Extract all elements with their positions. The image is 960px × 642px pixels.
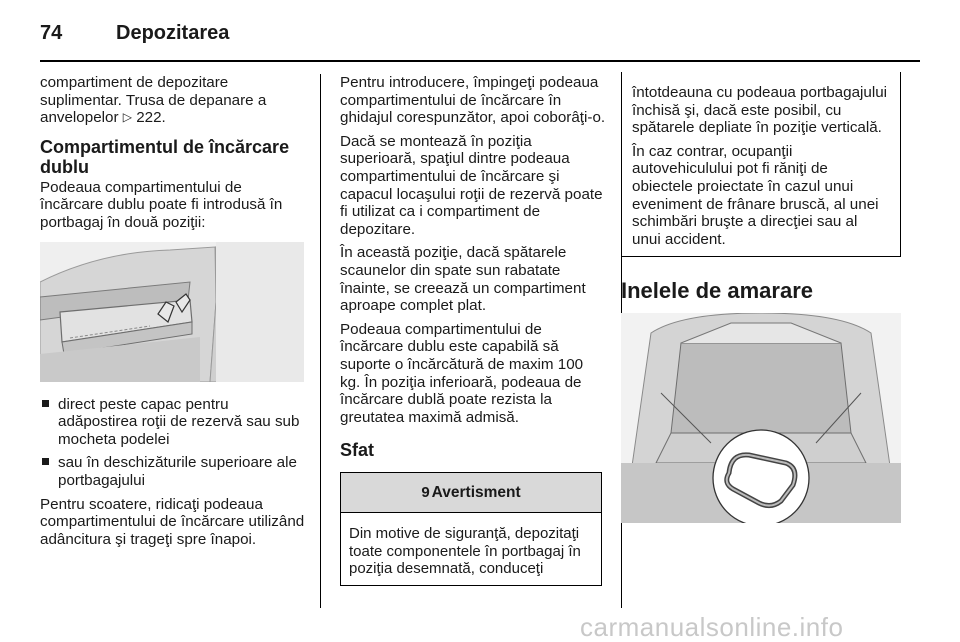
tip-heading: Sfat (340, 440, 375, 461)
cargo-floor-illustration (40, 242, 304, 382)
cargo-floor-drawing (40, 242, 304, 382)
section-heading: Inelele de amarare (621, 278, 814, 304)
bullet-icon (42, 458, 49, 465)
paragraph: Podeaua compartimentului de încărcare dublu este capabilă să suporte o încărcătură de maxim 100 kg. În poziţia inferioară, podeaua de încărcare dublă poate rezista la greutatea maximă admisă. (340, 320, 584, 426)
bullet-list (40, 396, 306, 490)
paragraph: Podeaua compartimentului de încărcare dublu poate fi introdusă în portbagaj în două poziţii: (40, 178, 283, 231)
paragraph: Pentru scoatere, ridicaţi podeaua compartimentului de încărcare utilizând adâncitura şi trageţi spre înapoi. (40, 495, 305, 548)
intro-paragraph: compartiment de depozitare suplimentar. Trusa de depanare a anvelopelor ▷ 222. (40, 74, 267, 127)
lashing-eye-illustration (621, 313, 901, 523)
paragraph: Dacă se montează în poziţia superioară, spaţiul dintre podeaua compartimentului de încărcare şi capacul locaşului roţii de rezervă poate fi utilizat ca i compartiment de depozitare. (340, 132, 603, 238)
paragraph: Pentru introducere, împingeţi podeaua compartimentului de încărcare în ghidajul corespunzător, apoi coborâţi-o. (340, 74, 606, 127)
list-item: sau în deschizăturile superioare ale portbagajului (40, 454, 306, 489)
column-3 (621, 74, 903, 523)
bullet-icon (42, 400, 49, 407)
paragraph: În această poziţie, dacă spătarele scaunelor din spate sun rabatate înainte, se creează un compartiment aproape complet plat. (340, 244, 586, 315)
section-heading: Compartimentul de încărcare dublu (40, 136, 290, 177)
warning-icon: 9 (421, 484, 430, 502)
header-rule (40, 60, 920, 62)
column-1 (40, 74, 306, 554)
warning-box-continuation (621, 72, 901, 257)
warning-title: Avertisment (431, 484, 521, 502)
warning-text: Din motive de siguranţă, depozitaţi toate componentele în portbagaj în poziţia desemnată, conduceţi (349, 525, 581, 578)
warning-box (340, 472, 602, 586)
column-divider-1 (320, 74, 321, 608)
list-item: direct peste capac pentru adăpostirea roţii de rezervă sau sub mocheta podelei (40, 396, 306, 449)
warning-header (341, 473, 601, 513)
reference-arrow-icon: ▷ (122, 110, 132, 125)
chapter-title: Depozitarea (116, 22, 230, 44)
page-number: 74 (40, 22, 63, 44)
paragraph: În caz contrar, ocupanţii autovehiculului pot fi răniţi de obiectele proiectate în cazul unui eveniment de frânare bruscă, al unei schimbări bruşte a direcţiei sau al unui accident. (632, 142, 879, 248)
paragraph: întotdeauna cu podeaua portbagajului închisă şi, dacă este posibil, cu spătarele depliate în poziţie verticală. (632, 84, 888, 137)
watermark: carmanualsonline.info (580, 612, 844, 642)
column-2 (340, 74, 606, 586)
page-header (40, 18, 920, 58)
lashing-eye-drawing (621, 313, 901, 523)
